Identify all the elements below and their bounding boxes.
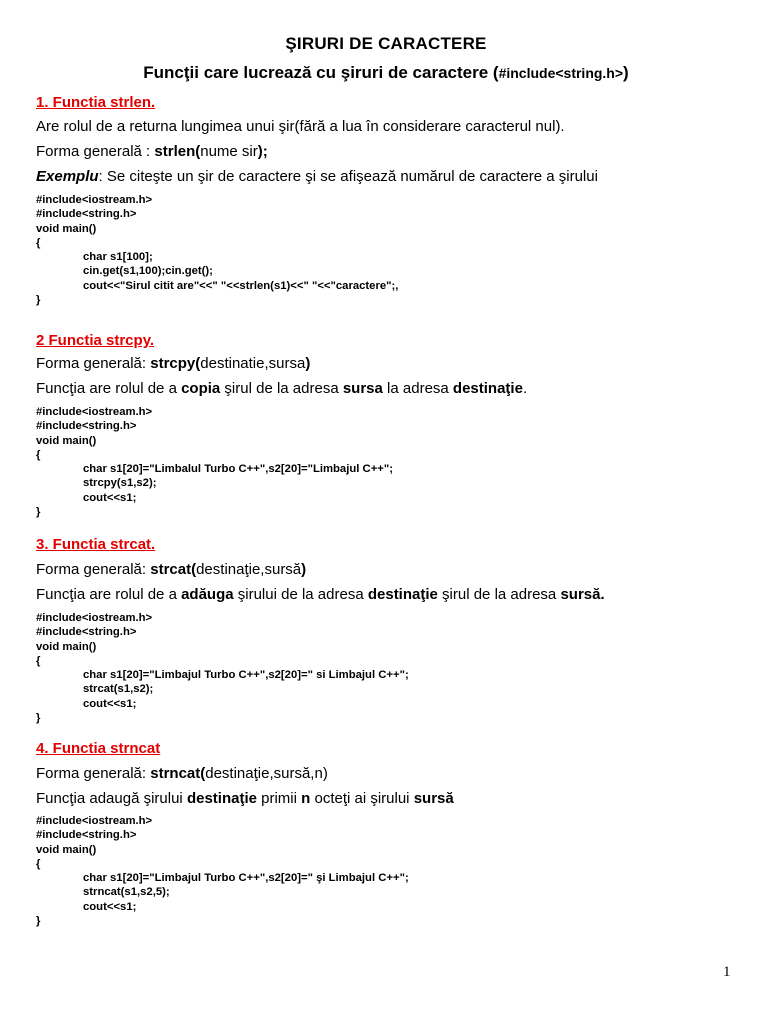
form-suffix: ) [322, 765, 328, 782]
example-label: Exemplu [36, 168, 99, 185]
form-function: strcat( [150, 561, 197, 578]
code-line: { [36, 857, 41, 870]
desc-text: Funcţia adaugă şirului [36, 790, 187, 807]
form-prefix: Forma generală : [36, 143, 155, 160]
strcpy-description [36, 380, 527, 397]
code-line: } [36, 506, 41, 519]
desc-bold: adăuga [181, 586, 234, 603]
form-args: destinaţie,sursă [196, 561, 302, 578]
form-function: strlen( [154, 143, 201, 160]
desc-bold: . [600, 586, 605, 603]
subtitle-include: #include<string.h> [498, 65, 624, 81]
desc-text: primii [256, 790, 302, 807]
form-prefix: Forma generală: [36, 765, 151, 782]
code-line: char s1[20]="Limbalul Turbo C++",s2[20]="Limbajul C++"; [83, 463, 394, 476]
strcpy-general-form [36, 355, 310, 372]
strlen-example [36, 168, 598, 185]
code-line: cout<<s1; [83, 491, 137, 504]
desc-bold: copia [181, 380, 221, 397]
code-line: void main() [36, 222, 97, 235]
section-heading-strcat: 3. Functia strcat. [36, 536, 156, 553]
desc-bold: sursa [342, 380, 383, 397]
code-line: #include<string.h> [36, 829, 137, 842]
code-line: strcpy(s1,s2); [83, 477, 157, 490]
page-number: 1 [723, 964, 731, 980]
desc-bold: destinaţie [367, 586, 438, 603]
section-heading-strncat: 4. Functia strncat [36, 740, 161, 757]
desc-text: şirului de la adresa [233, 586, 368, 603]
desc-text: octeţi ai şirului [310, 790, 414, 807]
code-line: void main() [36, 843, 97, 856]
code-line: { [36, 448, 41, 461]
desc-text: Funcţia are rolul de a [36, 380, 182, 397]
form-function: strcpy( [150, 355, 201, 372]
form-suffix: ) [301, 561, 307, 578]
desc-text: la adresa [382, 380, 453, 397]
code-line: strcat(s1,s2); [83, 683, 154, 696]
form-prefix: Forma generală: [36, 355, 151, 372]
form-suffix: ) [305, 355, 311, 372]
code-line: #include<iostream.h> [36, 815, 153, 827]
form-prefix: Forma generală: [36, 561, 151, 578]
code-line: strncat(s1,s2,5); [83, 886, 170, 899]
code-line: #include<iostream.h> [36, 406, 153, 418]
code-line: #include<iostream.h> [36, 612, 153, 624]
code-line: char s1[20]="Limbajul Turbo C++",s2[20]=" si Limbajul C++"; [83, 669, 409, 682]
subtitle-close: ) [623, 63, 629, 82]
code-line: char s1[100]; [83, 251, 153, 264]
form-suffix: ); [257, 143, 268, 160]
desc-bold: n [301, 790, 311, 807]
strcat-general-form [36, 561, 306, 578]
code-line: cout<<s1; [83, 697, 137, 710]
code-block-strcpy [36, 405, 393, 519]
strncat-general-form [36, 765, 328, 782]
strcat-description [36, 586, 605, 603]
strncat-description [36, 790, 454, 807]
code-line: { [36, 236, 41, 249]
page-subtitle [36, 63, 736, 83]
section-heading-strcpy: 2 Functia strcpy. [36, 332, 155, 349]
code-line: cout<<s1; [83, 900, 137, 913]
desc-text: . [522, 380, 528, 397]
code-line: #include<string.h> [36, 420, 137, 433]
strlen-general-form [36, 143, 268, 160]
form-args: destinaţie,sursă,n [205, 765, 323, 782]
code-line: #include<iostream.h> [36, 194, 153, 206]
code-line: } [36, 294, 41, 307]
code-line: #include<string.h> [36, 626, 137, 639]
code-line: cout<<"Sirul citit are"<<" "<<strlen(s1)<<" "<<"caractere";, [83, 279, 399, 292]
code-block-strlen [36, 193, 398, 307]
code-line: char s1[20]="Limbajul Turbo C++",s2[20]=" şi Limbajul C++"; [83, 872, 409, 885]
code-line: } [36, 712, 41, 725]
subtitle-text: Funcţii care lucrează cu şiruri de caractere ( [143, 63, 499, 82]
desc-text: şirul de la adresa [220, 380, 343, 397]
desc-bold: sursă [560, 586, 601, 603]
page-title: ŞIRURI DE CARACTERE [285, 34, 487, 53]
desc-bold: destinaţie [186, 790, 257, 807]
desc-text: şirul de la adresa [437, 586, 561, 603]
code-line: #include<string.h> [36, 208, 137, 221]
example-text: : Se citeşte un şir de caractere şi se afişează numărul de caractere a şirului [98, 168, 598, 185]
desc-bold: destinaţie [452, 380, 523, 397]
desc-text: Funcţia are rolul de a [36, 586, 182, 603]
code-line: void main() [36, 434, 97, 447]
code-line: } [36, 915, 41, 928]
desc-bold: sursă [413, 790, 454, 807]
code-block-strncat [36, 814, 409, 928]
form-function: strncat( [150, 765, 206, 782]
code-line: { [36, 654, 41, 667]
code-block-strcat [36, 611, 409, 725]
code-line: cin.get(s1,100);cin.get(); [83, 265, 213, 278]
strlen-description: Are rolul de a returna lungimea unui şir(fără a lua în considerare caracterul nul). [36, 118, 565, 135]
form-args: destinatie,sursa [200, 355, 306, 372]
form-args: nume sir [200, 143, 258, 160]
code-line: void main() [36, 640, 97, 653]
section-heading-strlen: 1. Functia strlen. [36, 94, 156, 111]
